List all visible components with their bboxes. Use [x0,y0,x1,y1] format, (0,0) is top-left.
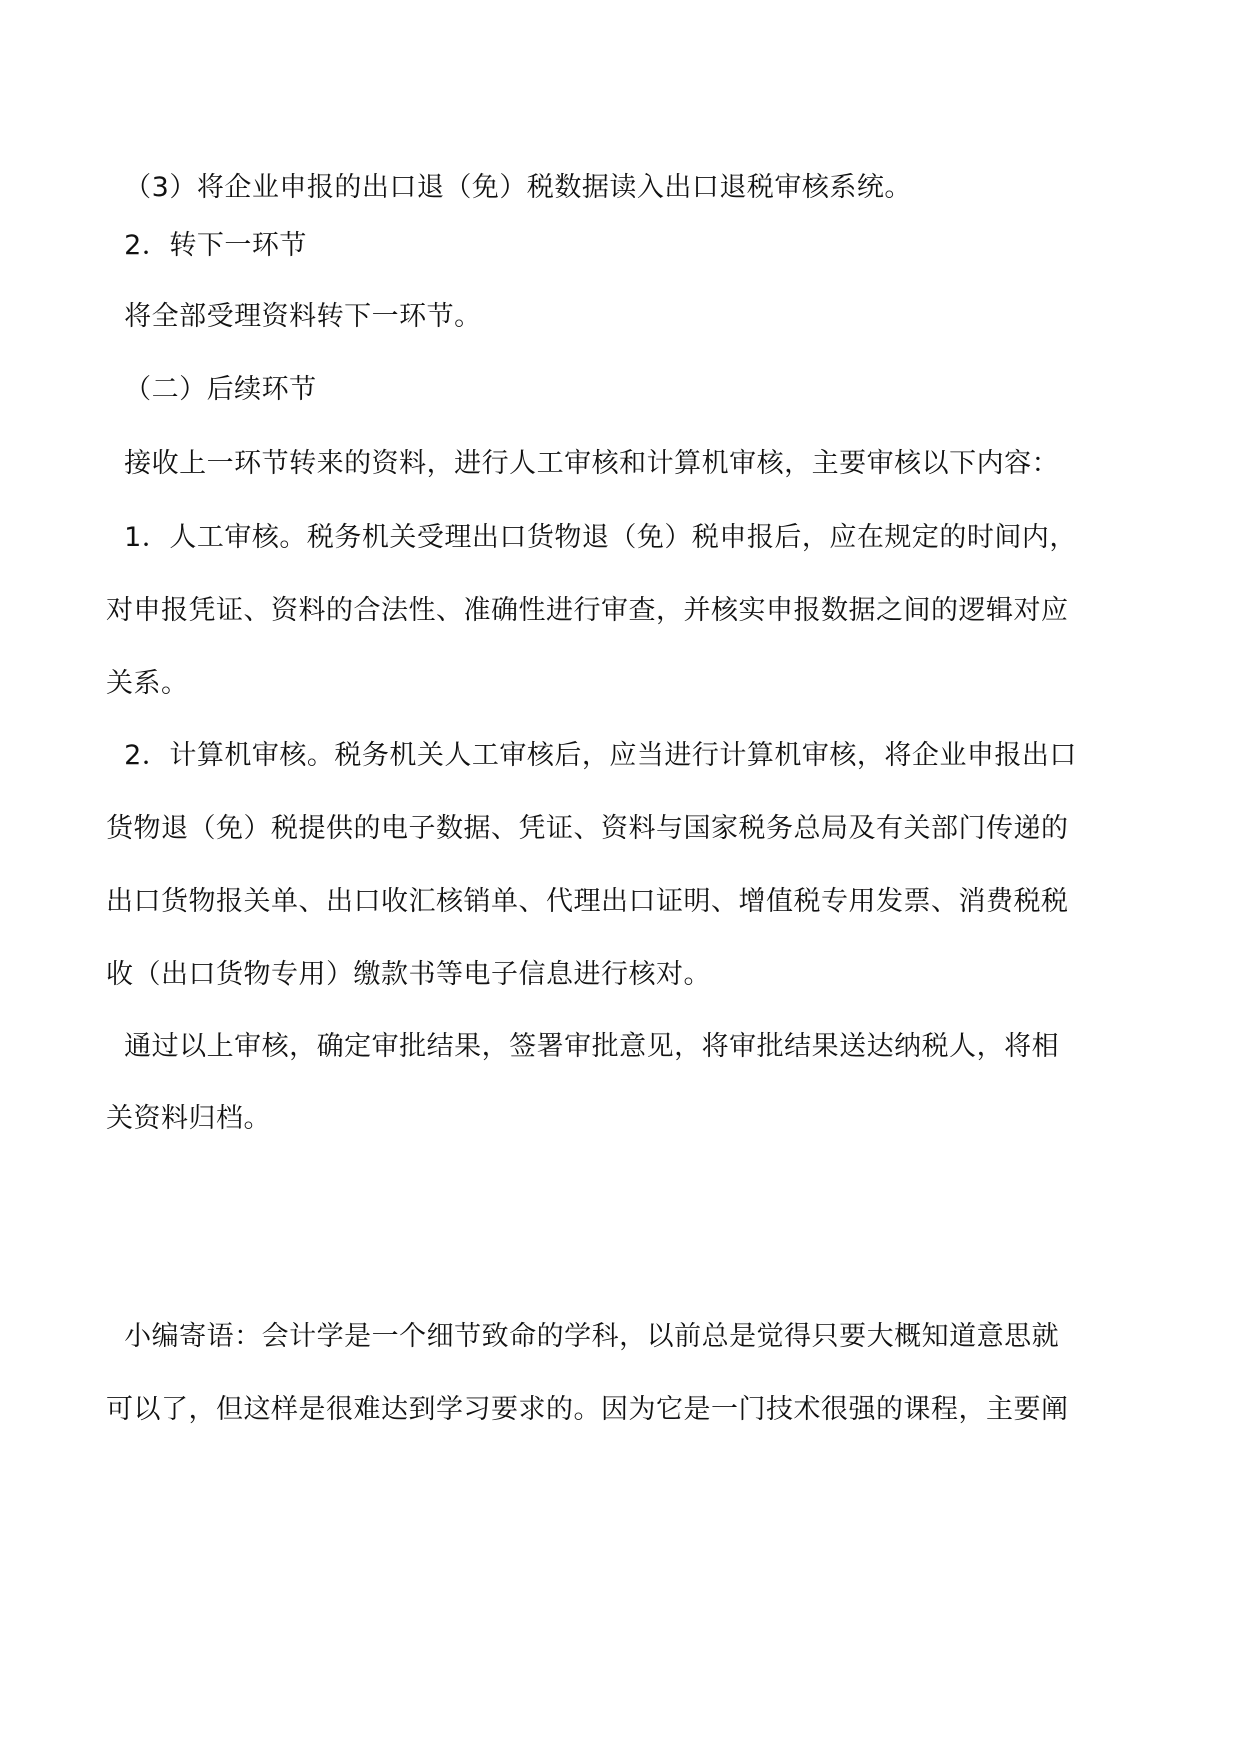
paragraph-line-12: 收（出口货物专用）缴款书等电子信息进行核对。 [106,959,711,990]
paragraph-line-8: 关系。 [106,668,189,699]
paragraph-line-3: 将全部受理资料转下一环节。 [106,301,482,332]
paragraph-line-15: 小编寄语：会计学是一个细节致命的学科，以前总是觉得只要大概知道意思就 [106,1321,1060,1352]
paragraph-line-2: 2．转下一环节 [106,230,307,261]
paragraph-line-5: 接收上一环节转来的资料，进行人工审核和计算机审核，主要审核以下内容： [106,448,1060,479]
paragraph-line-11: 出口货物报关单、出口收汇核销单、代理出口证明、增值税专用发票、消费税税 [106,886,1069,917]
section-heading-line: （二）后续环节 [106,374,317,405]
paragraph-line-10: 货物退（免）税提供的电子数据、凭证、资料与国家税务总局及有关部门传递的 [106,813,1069,844]
paragraph-line-16: 可以了，但这样是很难达到学习要求的。因为它是一门技术很强的课程，主要阐 [106,1394,1069,1425]
paragraph-line-1: （3）将企业申报的出口退（免）税数据读入出口退税审核系统。 [106,172,912,203]
paragraph-line-9: 2．计算机审核。税务机关人工审核后，应当进行计算机审核，将企业申报出口 [106,740,1077,771]
paragraph-line-6: 1．人工审核。税务机关受理出口货物退（免）税申报后，应在规定的时间内， [106,522,1077,553]
paragraph-line-7: 对申报凭证、资料的合法性、准确性进行审查，并核实申报数据之间的逻辑对应 [106,595,1069,626]
paragraph-line-14: 关资料归档。 [106,1103,271,1134]
paragraph-line-13: 通过以上审核，确定审批结果，签署审批意见，将审批结果送达纳税人，将相 [106,1031,1060,1062]
